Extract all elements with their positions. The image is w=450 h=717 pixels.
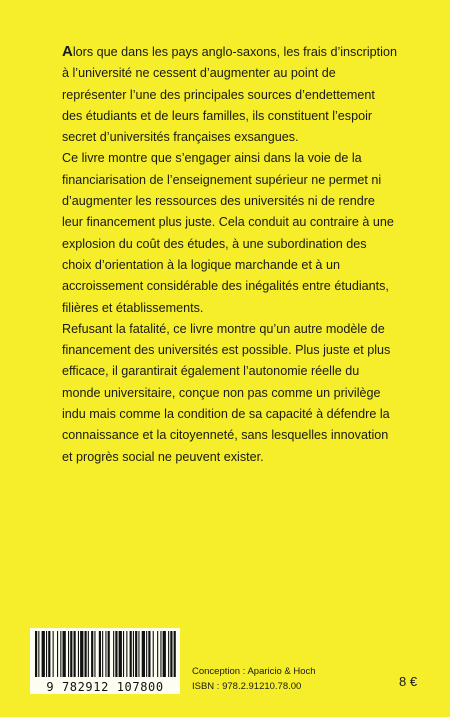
- barcode-digits: 9 782912 107800: [30, 680, 180, 694]
- barcode-bar: [80, 631, 83, 677]
- barcode-bar: [170, 631, 172, 677]
- barcode-bar: [108, 631, 110, 677]
- barcode-bar: [94, 631, 95, 677]
- barcode-bar: [148, 631, 150, 677]
- paragraph-3: Refusant la fatalité, ce livre montre qu’un autre modèle de financement des universités est possible. Plus juste et plus efficace, il garantirait également l’autonomie réelle du monde universitaire, conçue non pas comme un privilège indu mais comme la condition de sa capacité à défendre la connaissance et la citoyenneté, sans lesquelles innovation et progrès social ne peuvent exister.: [62, 321, 391, 464]
- barcode-bar: [133, 631, 134, 677]
- barcode-bar: [102, 631, 103, 677]
- barcode-bar: [88, 631, 89, 677]
- barcode-bar: [160, 631, 161, 677]
- barcode-bar: [99, 631, 101, 677]
- barcode-bar: [146, 631, 147, 677]
- barcode-bar: [74, 631, 76, 677]
- barcode-bar: [138, 631, 139, 677]
- barcode-bar: [68, 631, 69, 677]
- isbn-barcode: [30, 628, 180, 692]
- barcode-bar: [78, 631, 79, 677]
- paragraph-2: Ce livre montre que s’engager ainsi dans la voie de la financiarisation de l’enseignement supérieur ne permet ni d’augmenter les ressources des universités ni de rendre leur financement plus juste. Cela conduit au contraire à une explosion du coût des études, à une subordination des choix d’orientation à la logique marchande et à un accroissement considérable des inégalités entre étudiants, filières et établissements.: [62, 151, 394, 315]
- barcode-bar: [35, 631, 37, 677]
- barcode-bar: [126, 631, 127, 677]
- credits: [192, 664, 316, 694]
- barcode-bar: [48, 631, 50, 677]
- barcode-bar: [63, 631, 66, 677]
- price: 8 €: [399, 674, 418, 689]
- barcode-bar: [46, 631, 47, 677]
- drop-cap: A: [62, 43, 73, 60]
- paragraph-1: [62, 41, 397, 148]
- barcode-bar: [163, 631, 166, 677]
- barcode-bar: [42, 631, 45, 677]
- barcode-bar: [130, 631, 132, 677]
- barcode-bar: [174, 631, 176, 677]
- barcode-bar: [142, 631, 145, 677]
- barcode-bar: [113, 631, 114, 677]
- barcode-bar: [85, 631, 87, 677]
- barcode-bar: [168, 631, 169, 677]
- barcode-bar: [115, 631, 117, 677]
- barcode-bar: [123, 631, 124, 677]
- barcode-bar: [153, 631, 154, 677]
- barcode-bar: [119, 631, 122, 677]
- barcode-bar: [57, 631, 58, 677]
- barcode-bar: [60, 631, 61, 677]
- barcode-bar: [157, 631, 158, 677]
- barcode-bar: [38, 631, 39, 677]
- paragraph-1-text: lors que dans les pays anglo-saxons, les frais d’inscription à l’université ne cessent d’augmenter au point de représenter l’une des principales sources d’endettement des étudiants et de leurs familles, ils constituent l’espoir secret d’universités françaises exsangues.: [62, 45, 397, 145]
- barcode-bar: [135, 631, 137, 677]
- barcode-bar: [70, 631, 72, 677]
- barcode-bar: [53, 631, 54, 677]
- barcode-bars: [30, 628, 180, 678]
- back-cover-text: [62, 41, 397, 468]
- barcode-bar: [105, 631, 106, 677]
- isbn-number: ISBN : 978.2.91210.78.00: [192, 681, 302, 692]
- barcode-bar: [91, 631, 93, 677]
- conception-credit: Conception : Aparicio & Hoch: [192, 666, 316, 677]
